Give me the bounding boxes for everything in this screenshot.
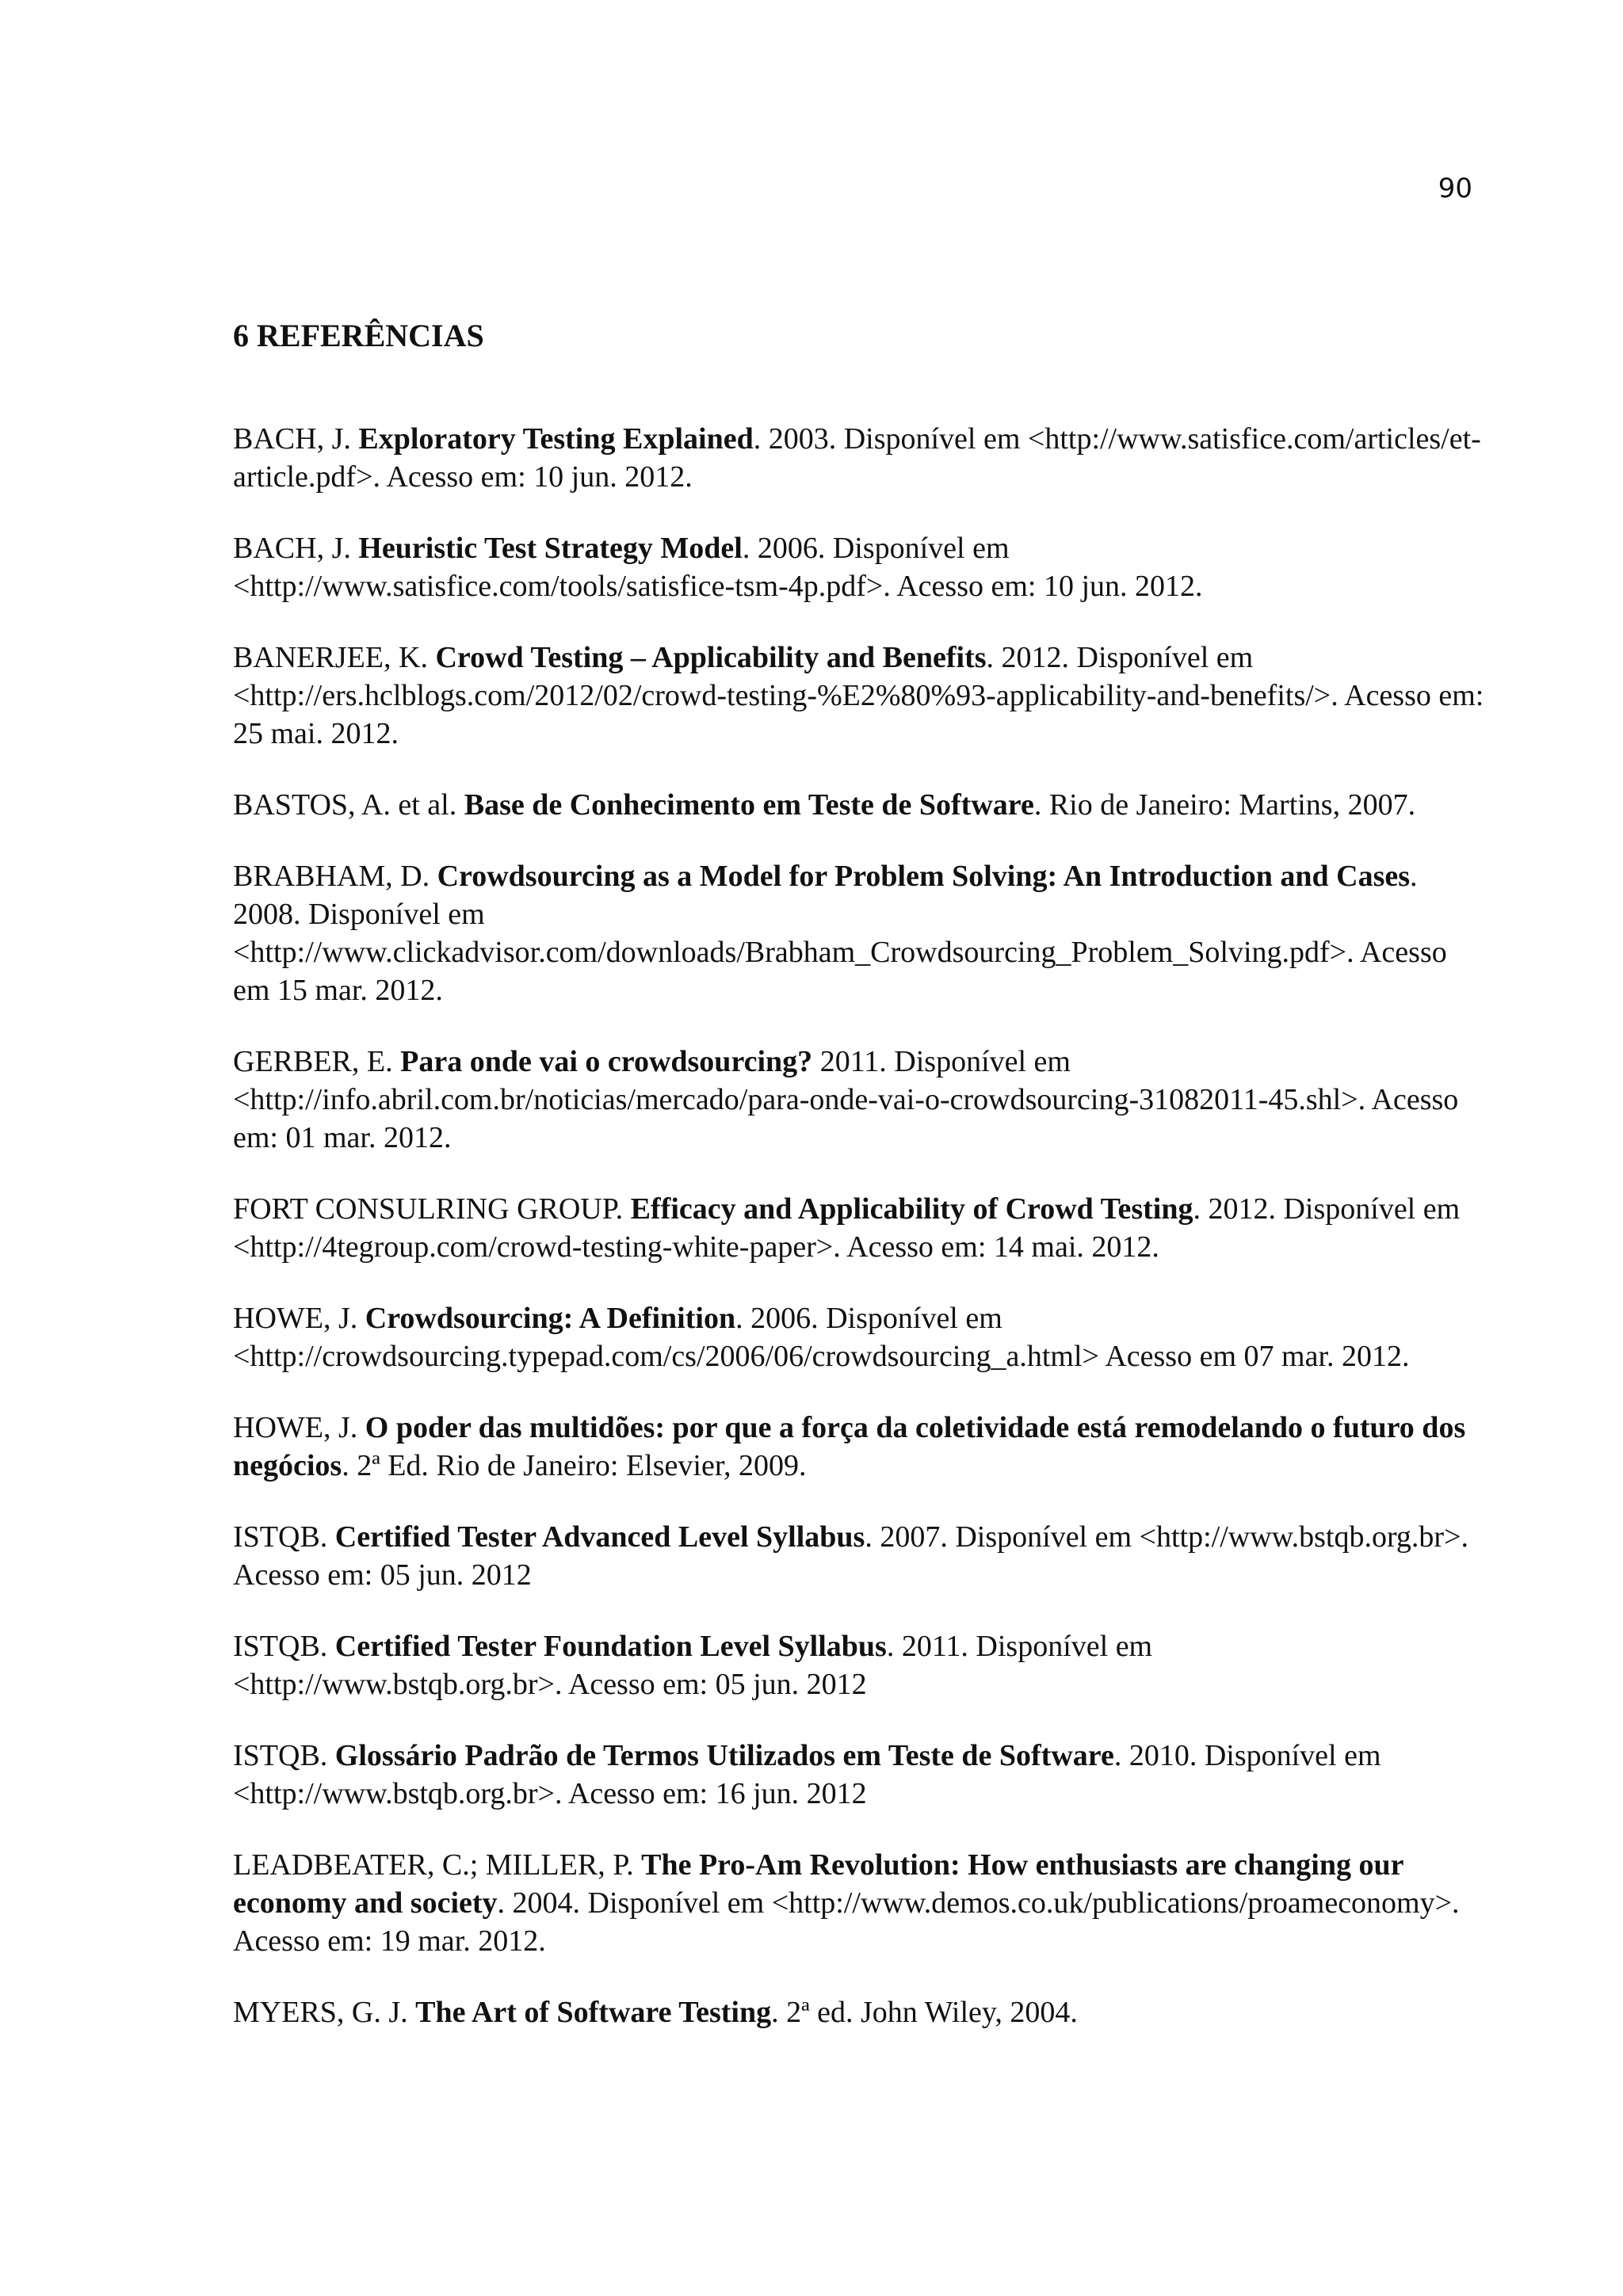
section-heading: 6 REFERÊNCIAS	[233, 318, 484, 353]
reference-item	[233, 1043, 1485, 1157]
reference-title: Heuristic Test Strategy Model	[358, 532, 743, 565]
reference-details: 2011. Disponível em <http://info.abril.com.br/noticias/mercado/para-onde-vai-o-crowdsourcing-31082011-45.shl>. Acesso em: 01 mar. 2012.	[233, 1045, 1459, 1154]
reference-details: . 2012. Disponível em <http://4tegroup.com/crowd-testing-white-paper>. Acesso em: 14 mai. 2012.	[233, 1192, 1461, 1264]
reference-item	[233, 1993, 1485, 2031]
reference-details: . Rio de Janeiro: Martins, 2007.	[1033, 788, 1416, 822]
reference-author: ISTQB.	[233, 1520, 335, 1554]
reference-details: . 2012. Disponível em <http://ers.hclblogs.com/2012/02/crowd-testing-%E2%80%93-applicability-and-benefits/>. Acesso em: 25 mai. 2012.	[233, 641, 1484, 750]
reference-item	[233, 1409, 1485, 1485]
reference-title: Efficacy and Applicability of Crowd Testing	[630, 1192, 1193, 1226]
reference-details: . 2003. Disponível em <http://www.satisfice.com/articles/et-article.pdf>. Acesso em: 10 jun. 2012.	[233, 422, 1481, 494]
reference-author: FORT CONSULRING GROUP.	[233, 1192, 631, 1226]
reference-title: Para onde vai o crowdsourcing?	[400, 1045, 813, 1078]
reference-item	[233, 639, 1485, 753]
reference-author: ISTQB.	[233, 1739, 335, 1772]
reference-item	[233, 1846, 1485, 1960]
reference-title: The Pro-Am Revolution: How enthusiasts are changing our economy and society	[233, 1848, 1403, 1920]
page-number: 90	[1438, 173, 1472, 204]
reference-title: Crowdsourcing as a Model for Problem Solving: An Introduction and Cases	[437, 860, 1411, 893]
reference-item	[233, 529, 1485, 605]
reference-details: . 2ª Ed. Rio de Janeiro: Elsevier, 2009.	[342, 1449, 807, 1482]
reference-details: . 2006. Disponível em <http://www.satisfice.com/tools/satisfice-tsm-4p.pdf>. Acesso em: 10 jun. 2012.	[233, 532, 1203, 603]
reference-item	[233, 1737, 1485, 1813]
reference-title: Crowdsourcing: A Definition	[365, 1302, 736, 1335]
reference-details: . 2ª ed. John Wiley, 2004.	[771, 1996, 1078, 2029]
reference-author: BRABHAM, D.	[233, 860, 437, 893]
reference-item	[233, 857, 1485, 1009]
reference-author: BACH, J.	[233, 422, 359, 456]
reference-details: . 2011. Disponível em <http://www.bstqb.org.br>. Acesso em: 05 jun. 2012	[233, 1630, 1153, 1701]
reference-author: MYERS, G. J.	[233, 1996, 416, 2029]
reference-details: . 2007. Disponível em <http://www.bstqb.org.br>. Acesso em: 05 jun. 2012	[233, 1520, 1469, 1592]
reference-title: O poder das multidões: por que a força da coletividade está remodelando o futuro dos negócios	[233, 1411, 1466, 1482]
reference-title: Glossário Padrão de Termos Utilizados em Teste de Software	[334, 1739, 1114, 1772]
reference-item	[233, 786, 1485, 824]
reference-author: BANERJEE, K.	[233, 641, 436, 674]
reference-author: ISTQB.	[233, 1630, 335, 1663]
reference-author: HOWE, J.	[233, 1411, 365, 1444]
reference-title: Certified Tester Foundation Level Syllabus	[334, 1630, 887, 1663]
reference-title: The Art of Software Testing	[415, 1996, 772, 2029]
reference-details: . 2004. Disponível em <http://www.demos.co.uk/publications/proameconomy>. Acesso em: 19 mar. 2012.	[233, 1886, 1460, 1958]
reference-title: Base de Conhecimento em Teste de Software	[464, 788, 1034, 822]
reference-item	[233, 1518, 1485, 1594]
reference-author: LEADBEATER, C.; MILLER, P.	[233, 1848, 642, 1882]
reference-list	[233, 420, 1485, 2065]
reference-item	[233, 1627, 1485, 1703]
reference-title: Certified Tester Advanced Level Syllabus	[334, 1520, 865, 1554]
reference-title: Exploratory Testing Explained	[358, 422, 754, 456]
reference-title: Crowd Testing – Applicability and Benefits	[435, 641, 987, 674]
reference-author: GERBER, E.	[233, 1045, 401, 1078]
reference-author: BACH, J.	[233, 532, 359, 565]
reference-author: BASTOS, A. et al.	[233, 788, 464, 822]
reference-item	[233, 1299, 1485, 1375]
reference-author: HOWE, J.	[233, 1302, 365, 1335]
reference-item	[233, 1190, 1485, 1266]
reference-details: . 2010. Disponível em <http://www.bstqb.org.br>. Acesso em: 16 jun. 2012	[233, 1739, 1381, 1810]
reference-item	[233, 420, 1485, 496]
reference-details: . 2006. Disponível em <http://crowdsourcing.typepad.com/cs/2006/06/crowdsourcing_a.html> Acesso em 07 mar. 2012.	[233, 1302, 1410, 1373]
reference-details: . 2008. Disponível em <http://www.clickadvisor.com/downloads/Brabham_Crowdsourcing_Problem_Solving.pdf>. Acesso em 15 mar. 2012.	[233, 860, 1447, 1007]
